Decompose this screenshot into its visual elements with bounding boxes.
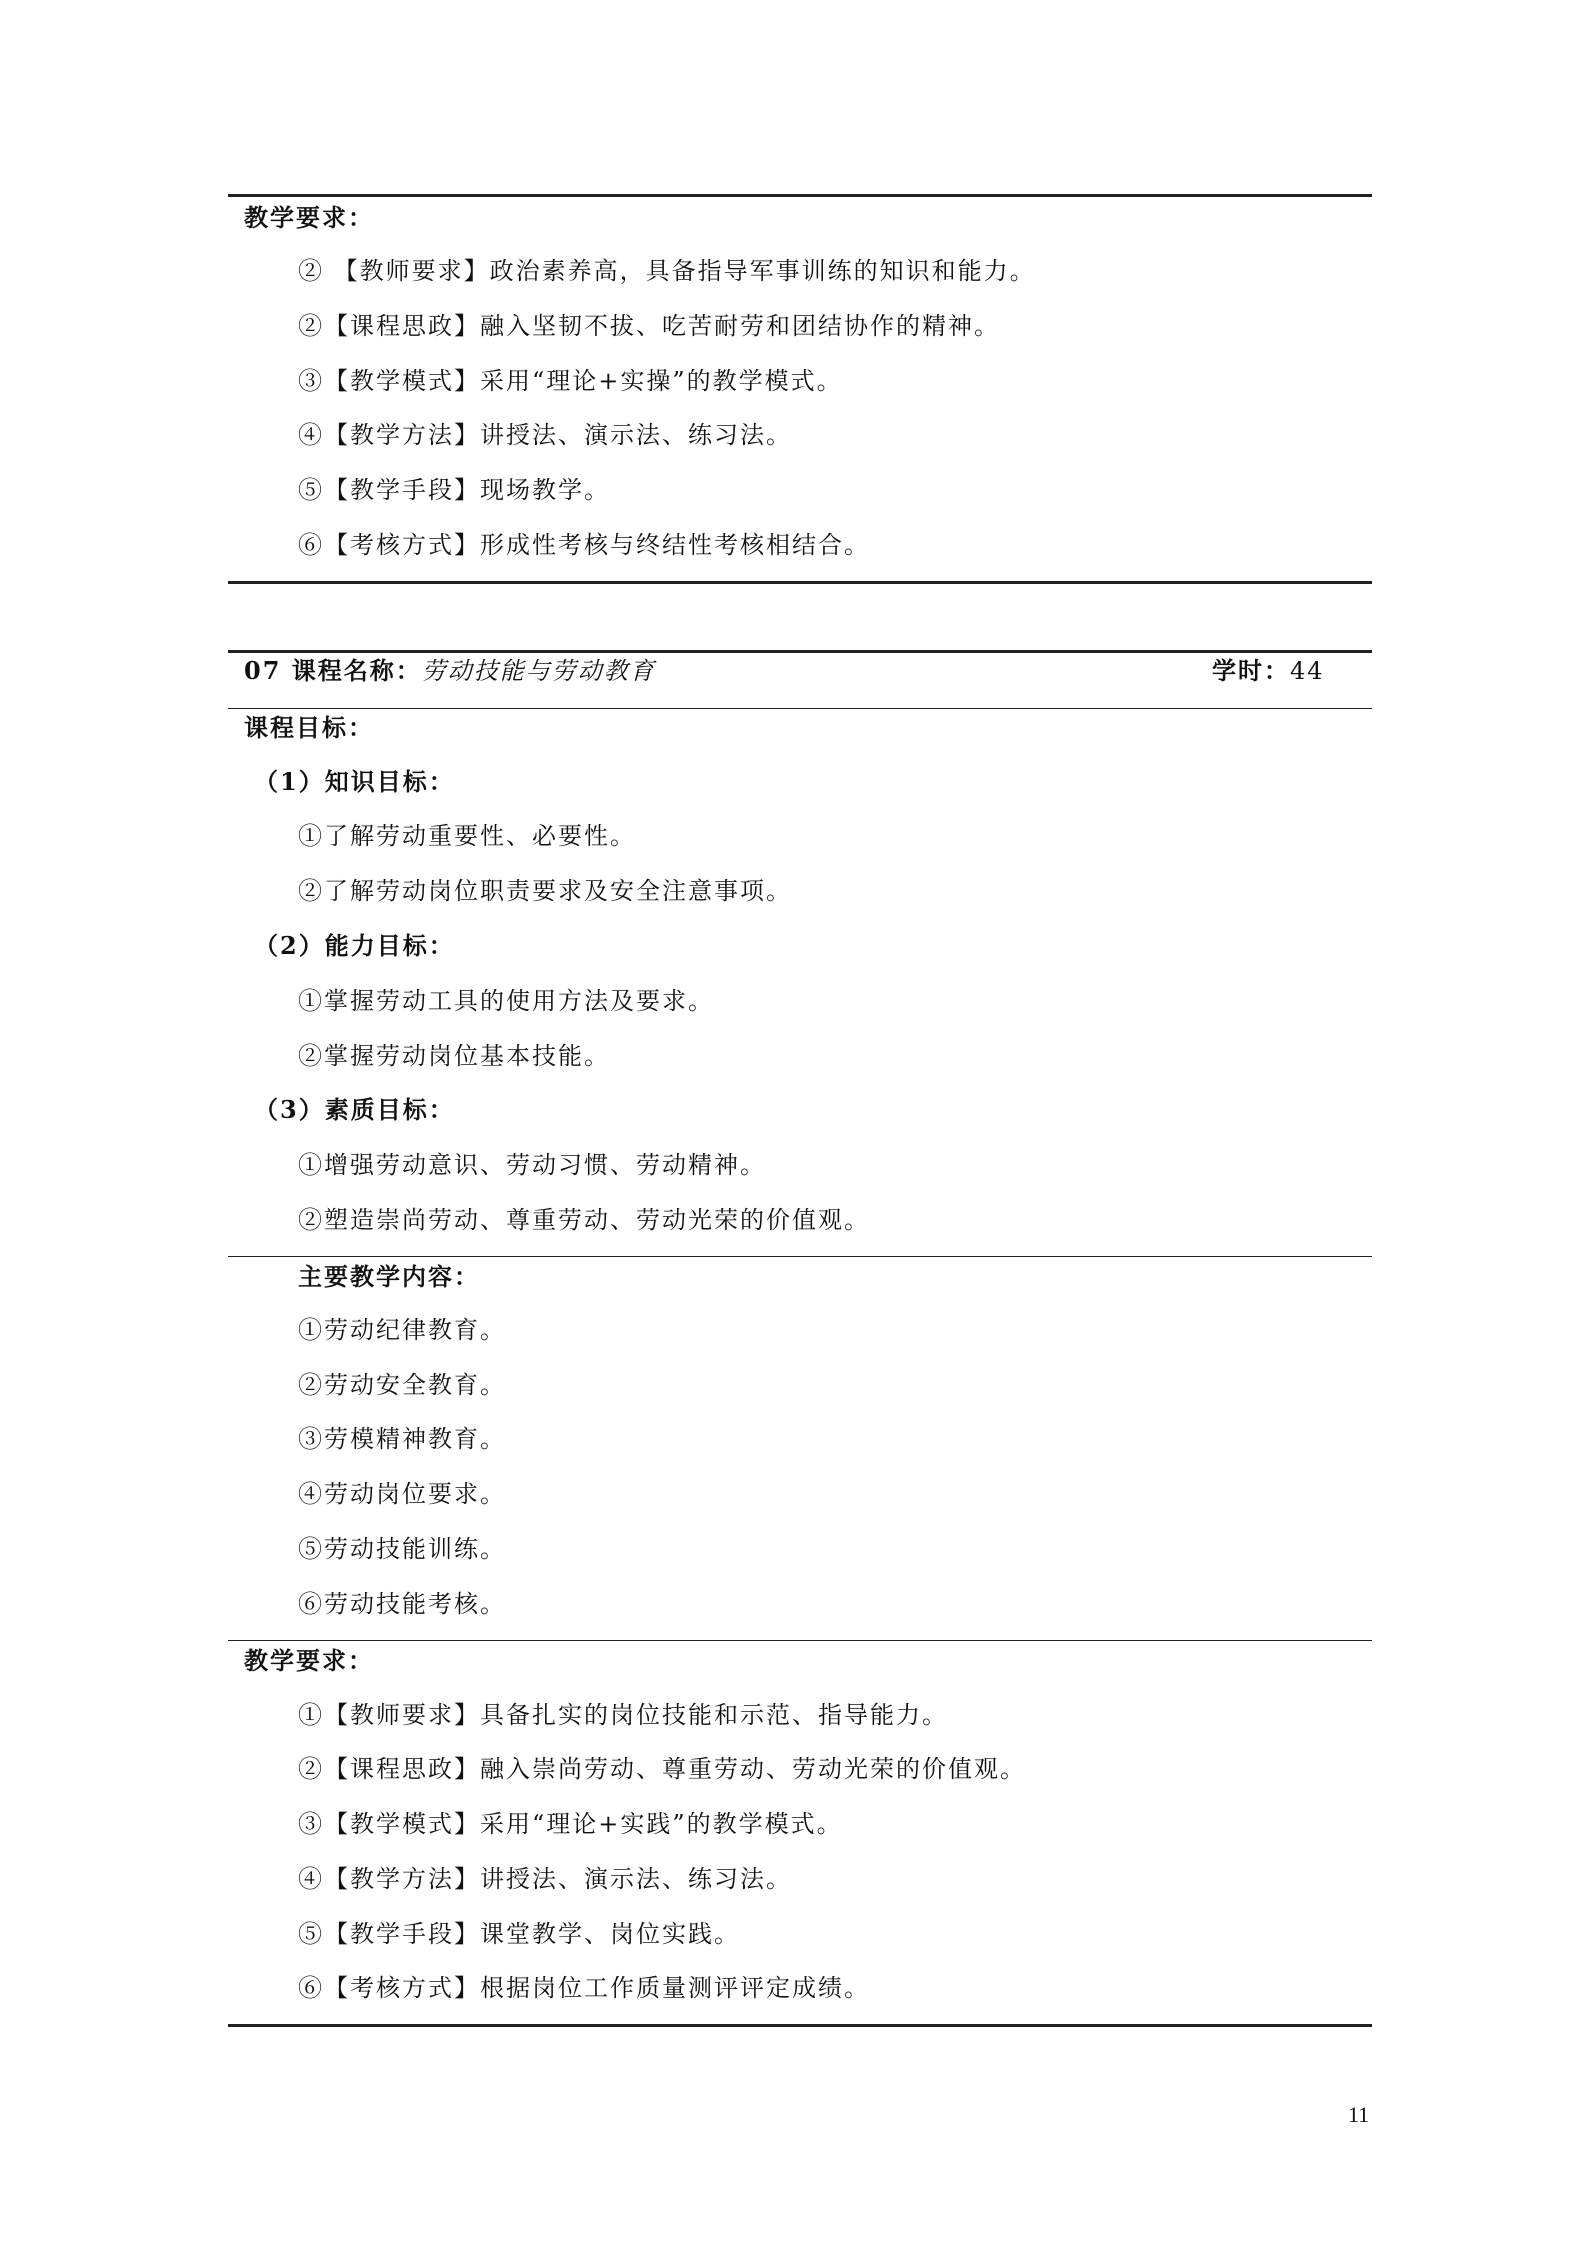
content-item: ②劳动安全教育。: [298, 1371, 506, 1399]
quality-item: ②塑造崇尚劳动、尊重劳动、劳动光荣的价值观。: [298, 1206, 870, 1234]
content-item: ⑤劳动技能训练。: [298, 1535, 506, 1563]
section1-req-item: ③【教学模式】采用“理论+实操”的教学模式。: [298, 367, 843, 395]
course-req-item: ③【教学模式】采用“理论+实践”的教学模式。: [298, 1810, 843, 1838]
course-req-heading: 教学要求：: [244, 1646, 374, 1675]
course-number-label: 07 课程名称：: [244, 656, 422, 685]
content-bottom-rule: [228, 1640, 1372, 1641]
section1-req-item: ⑤【教学手段】现场教学。: [298, 476, 610, 504]
section1-req-item: ② 【教师要求】政治素养高，具备指导军事训练的知识和能力。: [298, 257, 1036, 285]
course-hours-value: 44: [1290, 657, 1325, 685]
knowledge-item: ②了解劳动岗位职责要求及安全注意事项。: [298, 877, 792, 905]
goals-bottom-rule: [228, 1256, 1372, 1257]
course-title-row: [244, 654, 656, 688]
course-header-rule: [228, 708, 1372, 709]
quality-item: ①增强劳动意识、劳动习惯、劳动精神。: [298, 1151, 766, 1179]
course-req-item: ⑥【考核方式】根据岗位工作质量测评评定成绩。: [298, 1974, 870, 2002]
course-name: 劳动技能与劳动教育: [421, 657, 656, 685]
section1-req-item: ⑥【考核方式】形成性考核与终结性考核相结合。: [298, 531, 870, 559]
section1-req-item: ②【课程思政】融入坚韧不拔、吃苦耐劳和团结协作的精神。: [298, 312, 1000, 340]
content-item: ③劳模精神教育。: [298, 1425, 506, 1453]
course-hours: [1212, 654, 1325, 688]
content-heading: 主要教学内容：: [298, 1262, 480, 1291]
course-req-item: ①【教师要求】具备扎实的岗位技能和示范、指导能力。: [298, 1701, 948, 1729]
course-bottom-rule: [228, 2024, 1372, 2027]
quality-heading: （3）素质目标：: [254, 1095, 455, 1124]
ability-heading: （2）能力目标：: [254, 931, 455, 960]
section1-bottom-rule: [228, 581, 1372, 584]
content-item: ⑥劳动技能考核。: [298, 1590, 506, 1618]
section1-req-heading: 教学要求：: [244, 203, 374, 232]
course-top-rule: [228, 650, 1372, 653]
section1-top-rule: [228, 194, 1372, 197]
page-number: 11: [1348, 2102, 1370, 2127]
course-req-item: ④【教学方法】讲授法、演示法、练习法。: [298, 1865, 792, 1893]
course-req-item: ②【课程思政】融入崇尚劳动、尊重劳动、劳动光荣的价值观。: [298, 1755, 1026, 1783]
knowledge-heading: （1）知识目标：: [254, 767, 455, 796]
section1-req-item: ④【教学方法】讲授法、演示法、练习法。: [298, 421, 792, 449]
goals-heading: 课程目标：: [244, 713, 374, 742]
course-req-item: ⑤【教学手段】课堂教学、岗位实践。: [298, 1920, 740, 1948]
ability-item: ①掌握劳动工具的使用方法及要求。: [298, 987, 714, 1015]
knowledge-item: ①了解劳动重要性、必要性。: [298, 822, 636, 850]
ability-item: ②掌握劳动岗位基本技能。: [298, 1042, 610, 1070]
content-item: ④劳动岗位要求。: [298, 1480, 506, 1508]
course-hours-label: 学时：: [1212, 656, 1290, 685]
content-item: ①劳动纪律教育。: [298, 1316, 506, 1344]
